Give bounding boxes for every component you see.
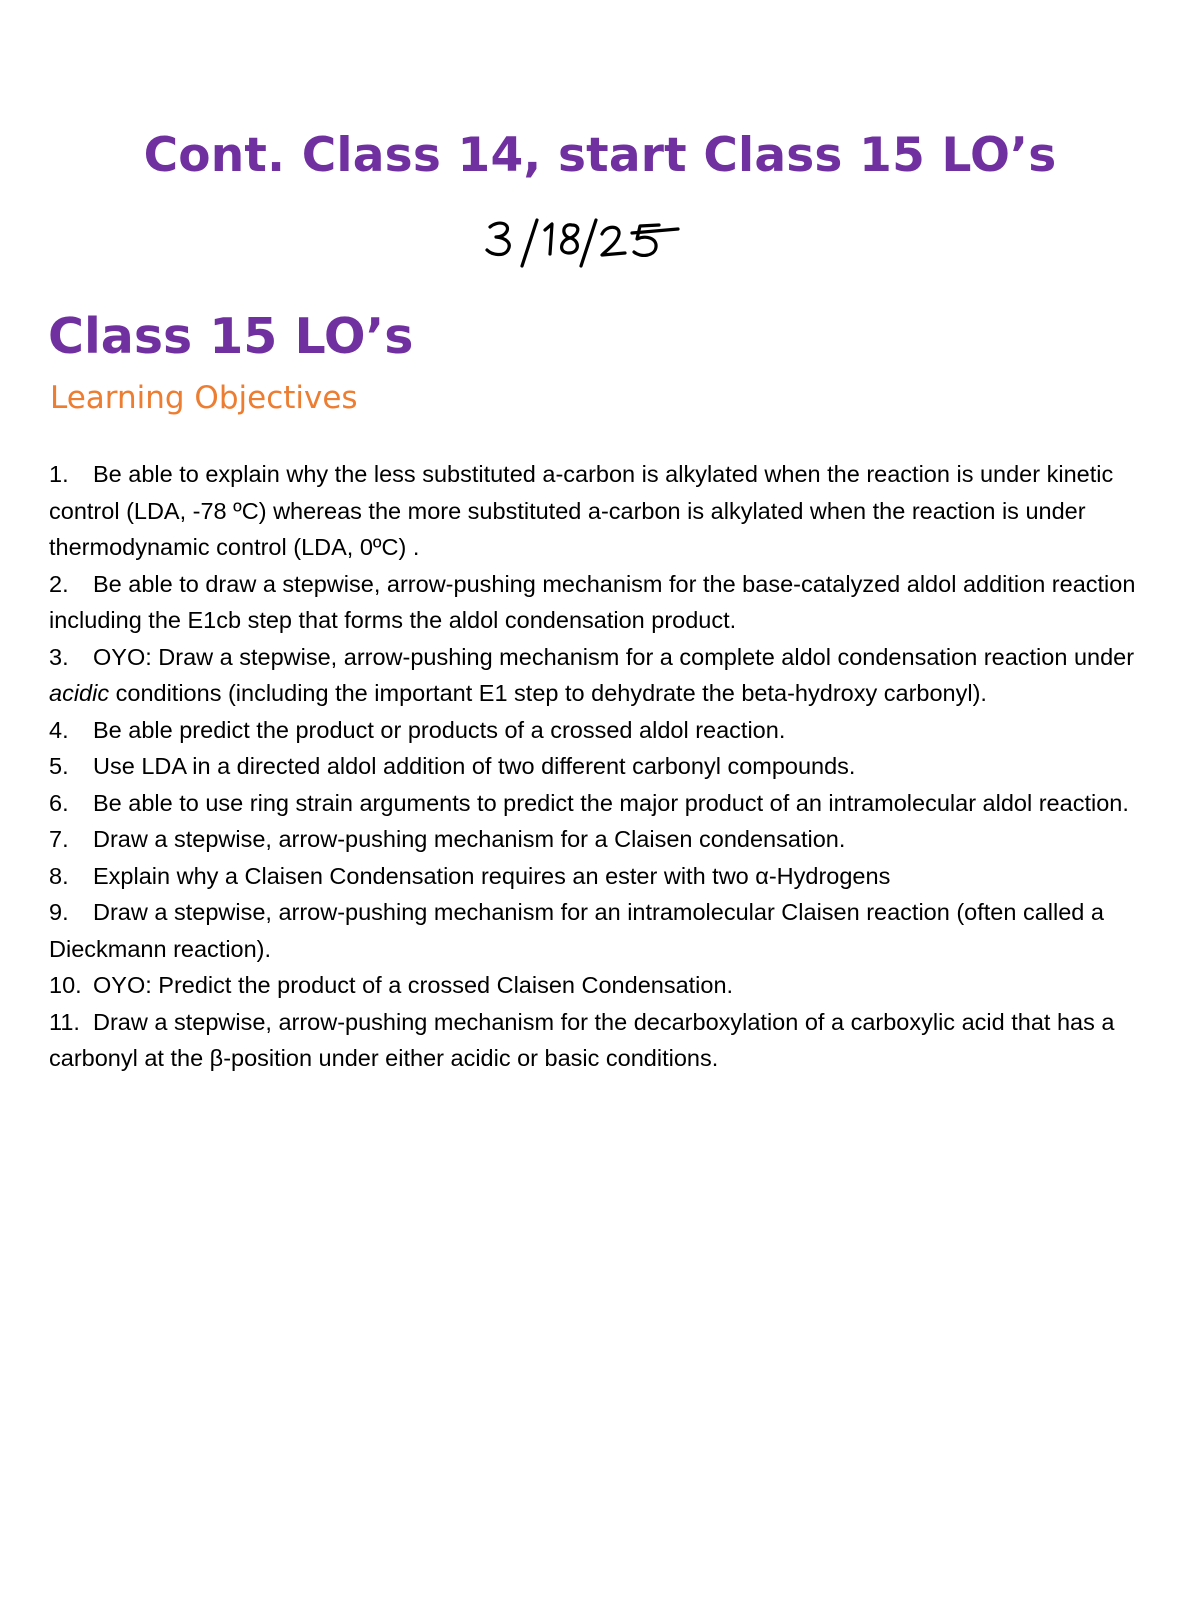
objective-number: 4. [49, 716, 69, 743]
date-digit-2 [602, 227, 625, 255]
objective-text: Draw a stepwise, arrow-pushing mechanism for a Claisen condensation. [93, 826, 846, 852]
section-subtitle: Learning Objectives [50, 380, 358, 416]
objective-number: 7. [49, 826, 69, 852]
objective-item [49, 748, 1159, 785]
objective-text: Be able to draw a stepwise, arrow-pushing mechanism for the base-catalyzed aldol addition reaction including the E1cb step that forms the aldol condensation product. [49, 570, 1136, 633]
objective-number: 9. [49, 899, 69, 925]
handwritten-date [480, 210, 690, 270]
objective-item [49, 821, 1159, 858]
objective-text: Use LDA in a directed aldol addition of two different carbonyl compounds. [93, 753, 856, 779]
objective-number: 2. [49, 570, 69, 597]
date-slash-1 [522, 220, 537, 266]
objective-number: 10. [49, 972, 82, 998]
objective-item [49, 858, 1159, 895]
objective-number: 6. [49, 789, 69, 816]
objective-text: Be able to use ring strain arguments to predict the major product of an intramolecular aldol reaction. [93, 789, 1129, 816]
objective-number: 5. [49, 753, 69, 779]
objective-item [49, 894, 1159, 967]
objective-item [49, 566, 1159, 639]
date-digit-3 [487, 223, 509, 254]
objective-number: 11. [49, 1008, 80, 1035]
date-slash-2 [581, 220, 596, 266]
objective-text: Be able predict the product or products of a crossed aldol reaction. [93, 716, 786, 743]
objective-text: Draw a stepwise, arrow-pushing mechanism for the decarboxylation of a carboxylic acid that has a carbonyl at the β-position under either acidic or basic conditions. [49, 1008, 1115, 1071]
objective-text-after: conditions (including the important E1 step to dehydrate the beta-hydroxy carbonyl). [109, 680, 987, 706]
date-digit-1 [545, 224, 552, 254]
objective-item [49, 639, 1159, 712]
objective-number: 1. [49, 461, 69, 487]
objective-item [49, 967, 1159, 1004]
objective-text: Explain why a Claisen Condensation requires an ester with two α-Hydrogens [93, 862, 891, 889]
objective-item [49, 456, 1159, 566]
date-digit-8 [562, 225, 578, 253]
objective-item [49, 1004, 1159, 1077]
objective-number: 3. [49, 643, 69, 670]
objective-text-before: OYO: Draw a stepwise, arrow-pushing mechanism for a complete aldol condensation reaction under [93, 643, 1135, 670]
objective-text: Be able to explain why the less substituted a-carbon is alkylated when the reaction is under kinetic control (LDA, -78 ºC) whereas the more substituted a-carbon is alkylated when the reaction is under thermodynamic control (LDA, 0ºC) . [49, 461, 1114, 560]
objectives-list [49, 456, 1159, 1077]
objective-text-italic: acidic [49, 680, 110, 706]
objective-item [49, 785, 1159, 822]
page-title: Cont. Class 14, start Class 15 LO’s [143, 128, 1057, 183]
objective-text: OYO: Predict the product of a crossed Claisen Condensation. [93, 972, 734, 998]
objective-number: 8. [49, 862, 69, 889]
section-title: Class 15 LO’s [48, 308, 414, 365]
objective-text: Draw a stepwise, arrow-pushing mechanism for an intramolecular Claisen reaction (often called a Dieckmann reaction). [49, 899, 1104, 962]
objective-item [49, 712, 1159, 749]
